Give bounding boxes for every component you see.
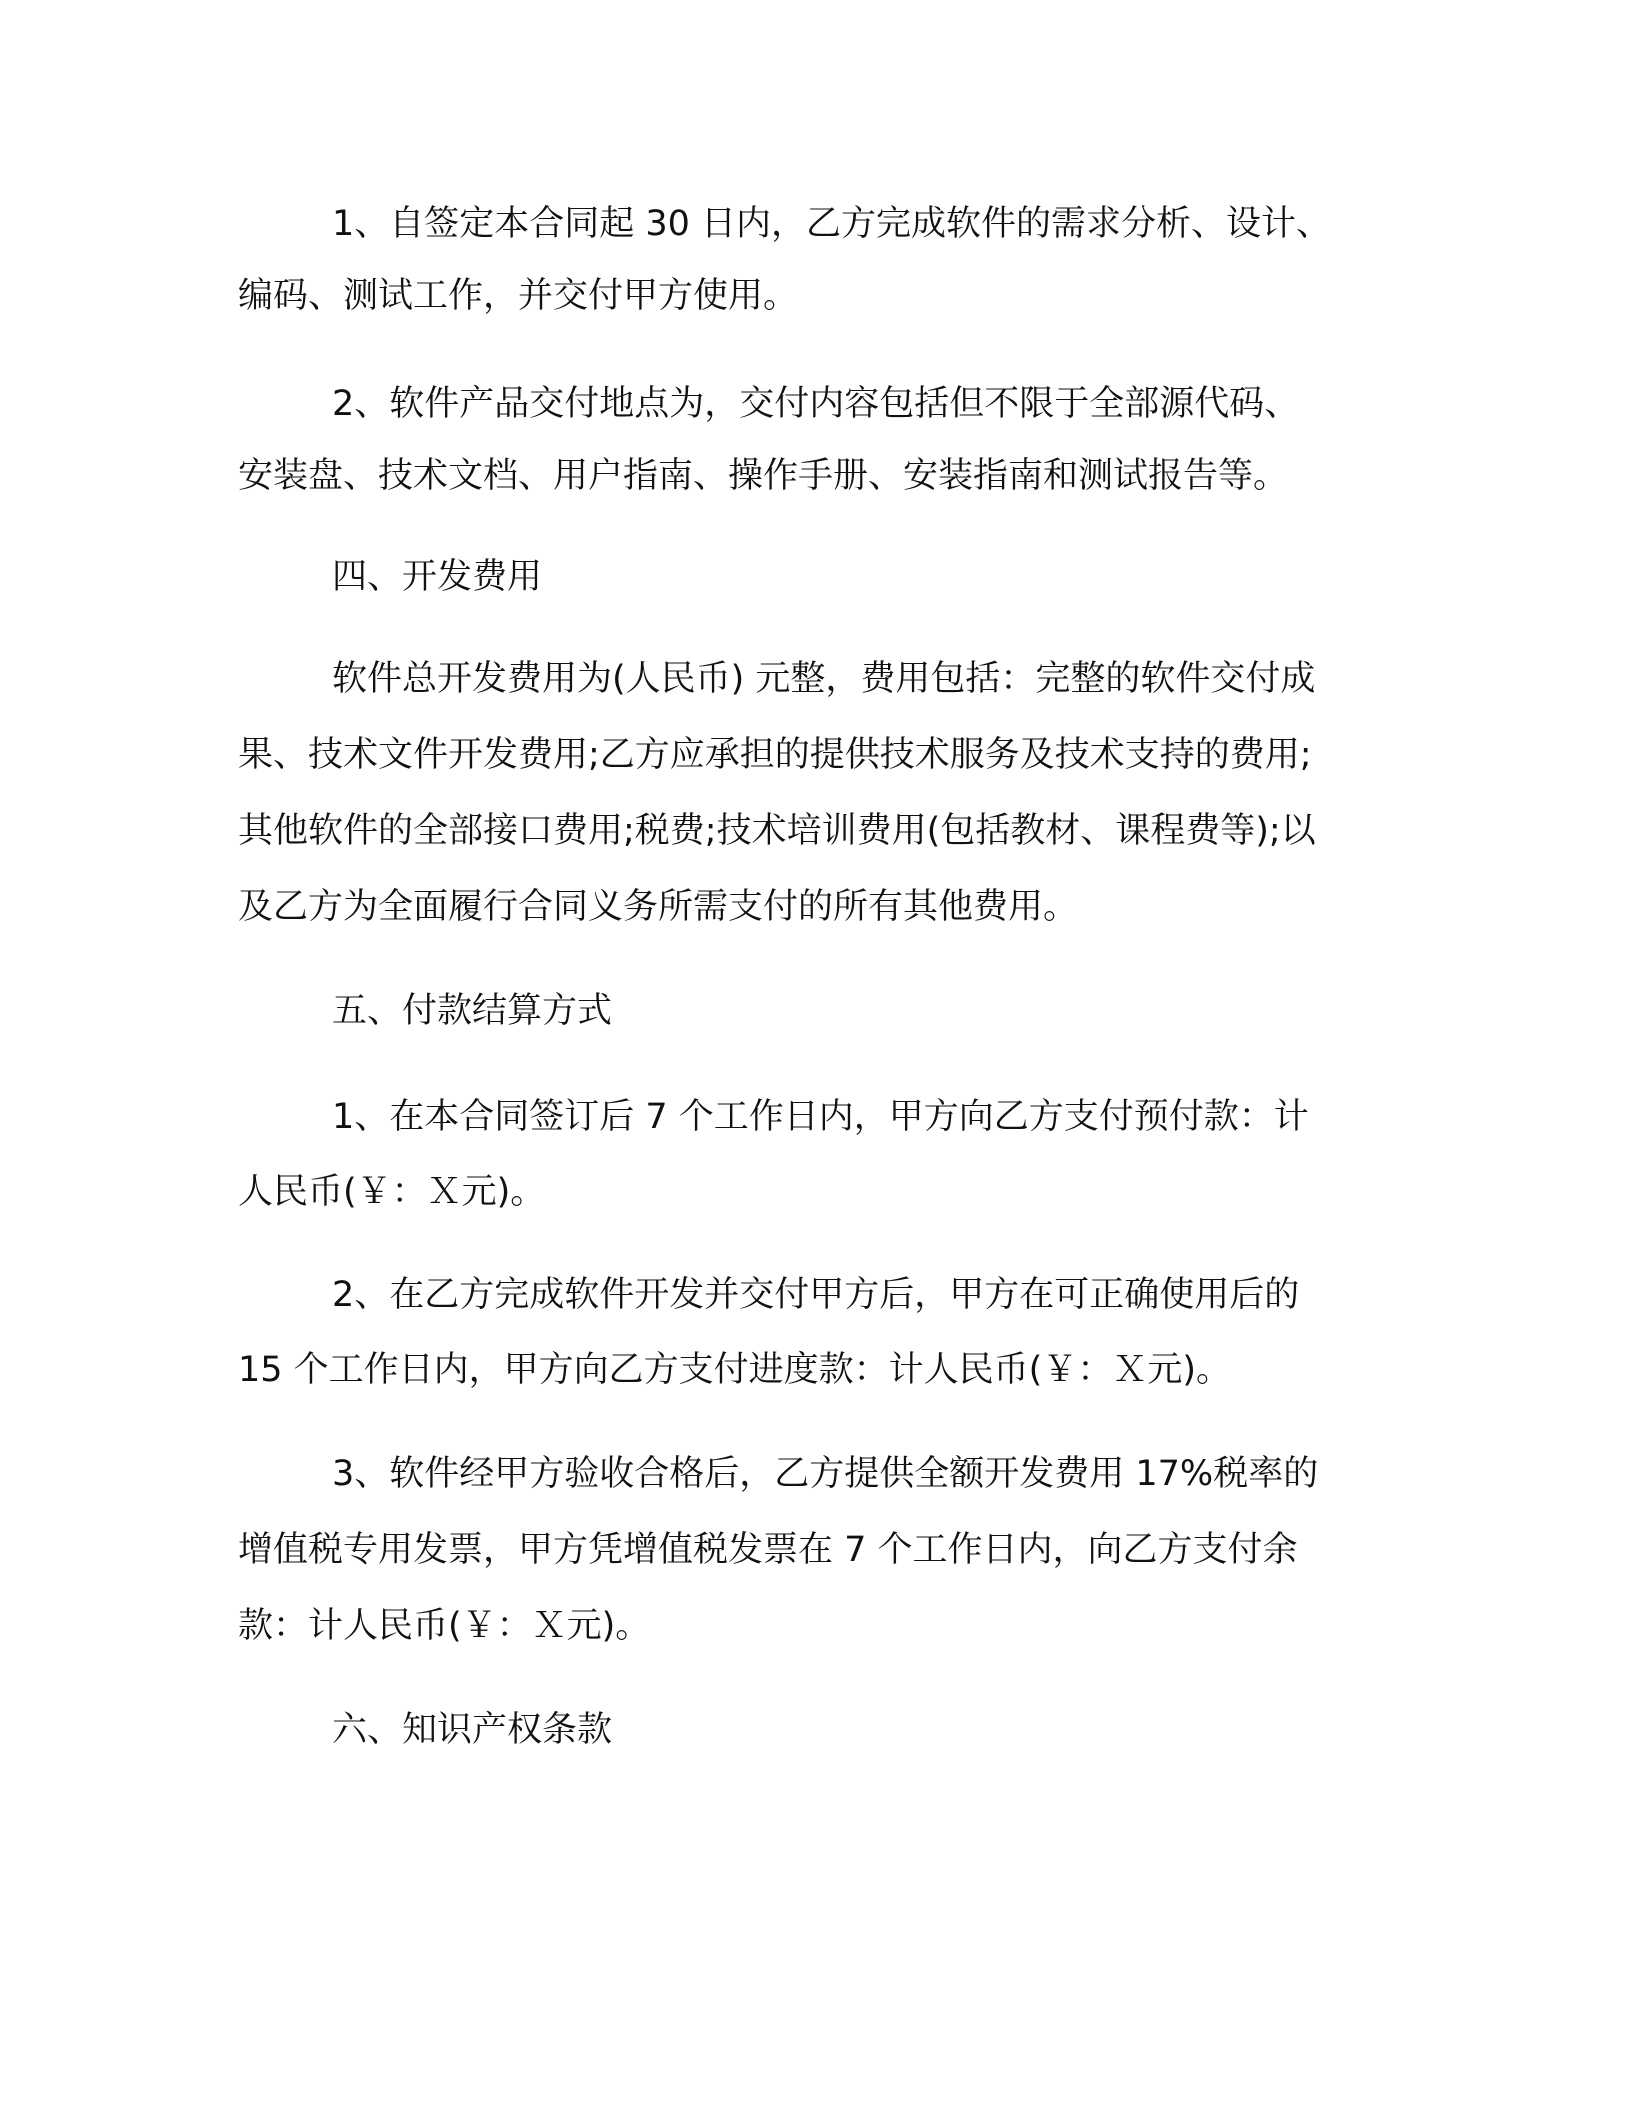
section-heading-intellectual-property: 六、知识产权条款 xyxy=(332,1710,613,1750)
section-heading-payment-settlement: 五、付款结算方式 xyxy=(332,991,613,1031)
paragraph-4-line-1: 软件总开发费用为(人民币) 元整，费用包括：完整的软件交付成 xyxy=(332,659,1316,699)
paragraph-7-line-1: 2、在乙方完成软件开发并交付甲方后，甲方在可正确使用后的 xyxy=(332,1275,1300,1315)
paragraph-1-line-1: 1、自签定本合同起 30 日内，乙方完成软件的需求分析、设计、 xyxy=(332,204,1332,244)
paragraph-2-line-1: 2、软件产品交付地点为，交付内容包括但不限于全部源代码、 xyxy=(332,384,1300,424)
paragraph-8-line-2: 增值税专用发票，甲方凭增值税发票在 7 个工作日内，向乙方支付余 xyxy=(238,1530,1298,1570)
paragraph-4-line-3: 其他软件的全部接口费用;税费;技术培训费用(包括教材、课程费等);以 xyxy=(238,811,1316,851)
paragraph-6-line-2: 人民币(￥：Ｘ元)。 xyxy=(238,1172,546,1212)
paragraph-4-line-4: 及乙方为全面履行合同义务所需支付的所有其他费用。 xyxy=(238,887,1079,927)
paragraph-2-line-2: 安装盘、技术文档、用户指南、操作手册、安装指南和测试报告等。 xyxy=(238,456,1289,496)
paragraph-8-line-1: 3、软件经甲方验收合格后，乙方提供全额开发费用 17%税率的 xyxy=(332,1454,1319,1494)
paragraph-6-line-1: 1、在本合同签订后 7 个工作日内，甲方向乙方支付预付款：计 xyxy=(332,1097,1309,1137)
paragraph-4-line-2: 果、技术文件开发费用;乙方应承担的提供技术服务及技术支持的费用; xyxy=(238,735,1312,775)
section-heading-development-fees: 四、开发费用 xyxy=(332,557,543,597)
paragraph-7-line-2: 15 个工作日内，甲方向乙方支付进度款：计人民币(￥：Ｘ元)。 xyxy=(238,1350,1231,1390)
paragraph-1-line-2: 编码、测试工作，并交付甲方使用。 xyxy=(238,276,799,316)
paragraph-8-line-3: 款：计人民币(￥：Ｘ元)。 xyxy=(238,1606,651,1646)
